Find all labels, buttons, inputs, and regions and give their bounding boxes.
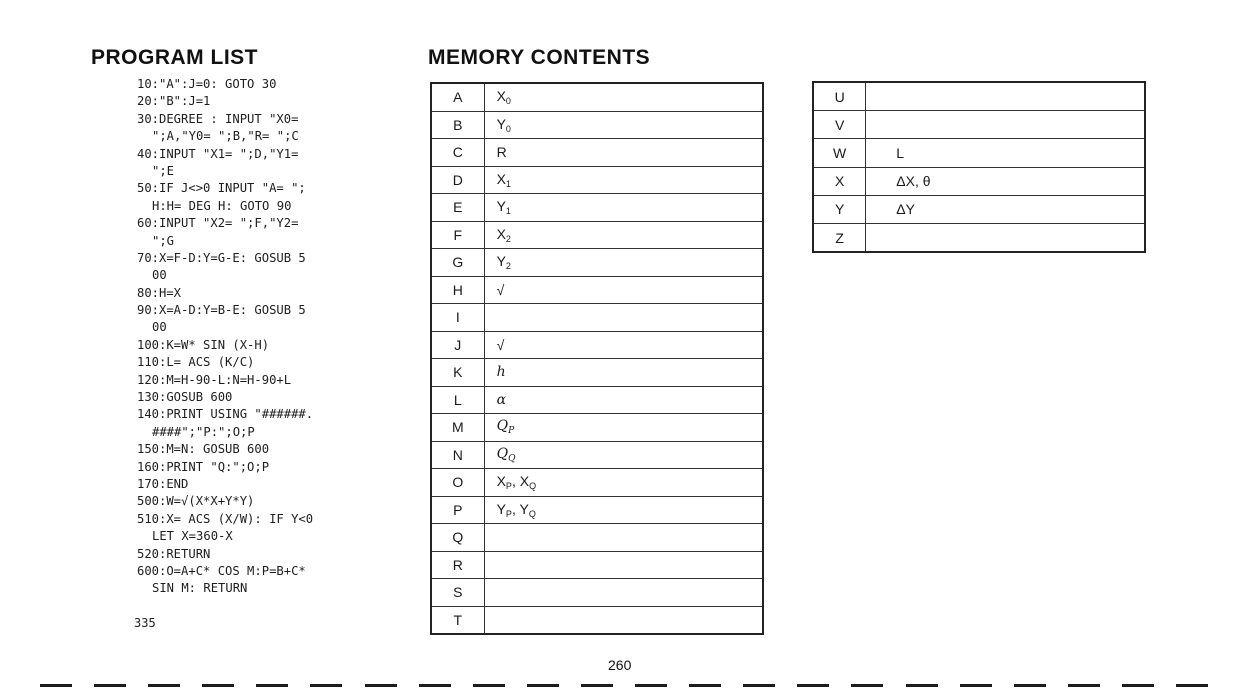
content-subscript: 2 bbox=[505, 261, 511, 272]
program-line: LET X=360-X bbox=[152, 529, 233, 544]
program-line: SIN M: RETURN bbox=[152, 581, 248, 596]
register-content bbox=[484, 249, 763, 277]
program-line: 20:"B":J=1 bbox=[137, 94, 211, 109]
register-content bbox=[484, 83, 763, 111]
register-label: R bbox=[431, 551, 484, 579]
register-content bbox=[484, 551, 763, 579]
content-subscript: Q bbox=[508, 453, 516, 464]
program-line: 520:RETURN bbox=[137, 546, 211, 561]
program-line: ";G bbox=[152, 233, 175, 248]
register-content bbox=[484, 304, 763, 332]
program-line: 160:PRINT "Q:";O;P bbox=[137, 459, 270, 474]
content-text: X bbox=[496, 225, 506, 242]
register-label: F bbox=[431, 221, 484, 249]
content-text: α bbox=[496, 391, 507, 408]
program-line: 120:M=H-90-L:N=H-90+L bbox=[137, 372, 292, 387]
register-content bbox=[484, 194, 763, 222]
register-label: V bbox=[813, 111, 866, 139]
register-label: U bbox=[813, 82, 866, 111]
program-line: 600:O=A+C* COS M:P=B+C* bbox=[137, 563, 306, 578]
memory-row-u bbox=[813, 82, 1145, 111]
content-text: R bbox=[496, 144, 507, 161]
register-label: H bbox=[431, 276, 484, 304]
register-label: O bbox=[431, 469, 484, 497]
register-label: N bbox=[431, 441, 484, 469]
content-text: X bbox=[496, 170, 506, 187]
page-edge-dashes bbox=[0, 684, 1248, 688]
register-label: Z bbox=[813, 223, 866, 252]
content-text: X bbox=[496, 473, 506, 490]
memory-row-d bbox=[431, 166, 763, 194]
memory-row-x bbox=[813, 167, 1145, 195]
content-text: √ bbox=[496, 281, 505, 298]
register-content bbox=[484, 414, 763, 442]
register-label: D bbox=[431, 166, 484, 194]
register-content bbox=[484, 276, 763, 304]
content-text: , Y bbox=[511, 500, 529, 517]
memory-row-w bbox=[813, 139, 1145, 167]
memory-row-n bbox=[431, 441, 763, 469]
memory-row-c bbox=[431, 139, 763, 167]
program-line: 170:END bbox=[137, 476, 189, 491]
content-subscript: 0 bbox=[505, 123, 511, 134]
program-line: ####";"P:";O;P bbox=[152, 424, 255, 439]
program-line: 60:INPUT "X2= ";F,"Y2= bbox=[137, 216, 299, 231]
content-subscript: Q bbox=[528, 508, 536, 519]
register-label: S bbox=[431, 579, 484, 607]
register-label: K bbox=[431, 359, 484, 387]
memory-row-i bbox=[431, 304, 763, 332]
content-text: h bbox=[496, 364, 506, 381]
register-content bbox=[484, 166, 763, 194]
register-content bbox=[484, 606, 763, 634]
memory-row-a bbox=[431, 83, 763, 111]
program-line: 70:X=F-D:Y=G-E: GOSUB 5 bbox=[137, 250, 306, 265]
memory-row-v bbox=[813, 111, 1145, 139]
register-content bbox=[484, 111, 763, 139]
program-line: 510:X= ACS (X/W): IF Y<0 bbox=[137, 511, 314, 526]
memory-table-u-to-z bbox=[812, 81, 1146, 253]
register-content bbox=[484, 386, 763, 414]
memory-row-t bbox=[431, 606, 763, 634]
register-content bbox=[866, 82, 1145, 111]
memory-row-o bbox=[431, 469, 763, 497]
register-label: A bbox=[431, 83, 484, 111]
content-subscript: Q bbox=[529, 481, 537, 492]
register-label: P bbox=[431, 496, 484, 524]
content-text: Y bbox=[496, 115, 506, 132]
register-content bbox=[866, 111, 1145, 139]
register-content bbox=[484, 221, 763, 249]
content-text: Q bbox=[496, 418, 509, 435]
register-label: Y bbox=[813, 195, 866, 223]
program-line: 150:M=N: GOSUB 600 bbox=[137, 442, 270, 457]
memory-row-s bbox=[431, 579, 763, 607]
content-subscript: P bbox=[505, 508, 512, 519]
content-text: Y bbox=[496, 253, 506, 270]
register-label: G bbox=[431, 249, 484, 277]
program-line: 10:"A":J=0: GOTO 30 bbox=[137, 77, 277, 91]
content-text: L bbox=[896, 144, 905, 161]
content-text: , X bbox=[511, 473, 530, 490]
program-listing bbox=[137, 76, 313, 598]
program-line: 00 bbox=[152, 320, 167, 335]
memory-row-g bbox=[431, 249, 763, 277]
register-label: X bbox=[813, 167, 866, 195]
program-line: ";A,"Y0= ";B,"R= ";C bbox=[152, 129, 299, 144]
program-line: 100:K=W* SIN (X-H) bbox=[137, 337, 270, 352]
memory-row-h bbox=[431, 276, 763, 304]
memory-row-q bbox=[431, 524, 763, 552]
program-line: 500:W=√(X*X+Y*Y) bbox=[137, 494, 255, 509]
memory-row-m bbox=[431, 414, 763, 442]
register-content bbox=[484, 579, 763, 607]
register-content bbox=[866, 167, 1145, 195]
program-line: 110:L= ACS (K/C) bbox=[137, 355, 255, 370]
content-subscript: 1 bbox=[505, 206, 511, 217]
program-line: 00 bbox=[152, 268, 167, 283]
content-text: Y bbox=[496, 500, 506, 517]
content-subscript: 2 bbox=[505, 233, 511, 244]
program-list-heading: PROGRAM LIST bbox=[91, 46, 258, 69]
memory-row-b bbox=[431, 111, 763, 139]
content-text: ΔX, θ bbox=[896, 173, 931, 190]
content-text: ΔY bbox=[896, 201, 915, 218]
content-text: Y bbox=[496, 198, 506, 215]
program-line: 30:DEGREE : INPUT "X0= bbox=[137, 111, 299, 126]
content-text: X bbox=[496, 88, 506, 105]
memory-row-f bbox=[431, 221, 763, 249]
register-label: C bbox=[431, 139, 484, 167]
register-content bbox=[866, 223, 1145, 252]
program-line: H:H= DEG H: GOTO 90 bbox=[152, 198, 292, 213]
register-label: Q bbox=[431, 524, 484, 552]
register-label: W bbox=[813, 139, 866, 167]
register-content bbox=[484, 441, 763, 469]
program-line: 130:GOSUB 600 bbox=[137, 390, 233, 405]
content-subscript: P bbox=[508, 426, 515, 437]
memory-row-e bbox=[431, 194, 763, 222]
memory-row-l bbox=[431, 386, 763, 414]
program-line: 140:PRINT USING "######. bbox=[137, 407, 314, 422]
program-line: ";E bbox=[152, 163, 175, 178]
memory-row-k bbox=[431, 359, 763, 387]
register-label: E bbox=[431, 194, 484, 222]
page-mark: 335 bbox=[134, 616, 156, 630]
register-content bbox=[484, 331, 763, 359]
page-number: 260 bbox=[608, 657, 632, 673]
register-content bbox=[866, 139, 1145, 167]
memory-row-r bbox=[431, 551, 763, 579]
memory-row-z bbox=[813, 223, 1145, 252]
program-line: 80:H=X bbox=[137, 285, 182, 300]
memory-contents-heading: MEMORY CONTENTS bbox=[428, 46, 651, 69]
program-line: 40:INPUT "X1= ";D,"Y1= bbox=[137, 146, 299, 161]
register-content bbox=[484, 496, 763, 524]
register-content bbox=[866, 195, 1145, 223]
content-text: √ bbox=[496, 336, 505, 353]
register-content bbox=[484, 524, 763, 552]
program-line: 90:X=A-D:Y=B-E: GOSUB 5 bbox=[137, 303, 306, 318]
memory-row-y bbox=[813, 195, 1145, 223]
register-label: L bbox=[431, 386, 484, 414]
program-line: 50:IF J<>0 INPUT "A= "; bbox=[137, 181, 306, 196]
content-subscript: 1 bbox=[505, 178, 511, 189]
memory-row-j bbox=[431, 331, 763, 359]
content-text: Q bbox=[496, 445, 509, 462]
register-label: B bbox=[431, 111, 484, 139]
memory-table-a-to-t bbox=[430, 82, 764, 635]
register-label: J bbox=[431, 331, 484, 359]
content-subscript: P bbox=[505, 481, 512, 492]
register-label: M bbox=[431, 414, 484, 442]
memory-row-p bbox=[431, 496, 763, 524]
register-content bbox=[484, 469, 763, 497]
content-subscript: 0 bbox=[505, 96, 511, 107]
register-label: I bbox=[431, 304, 484, 332]
register-content bbox=[484, 359, 763, 387]
register-content bbox=[484, 139, 763, 167]
register-label: T bbox=[431, 606, 484, 634]
